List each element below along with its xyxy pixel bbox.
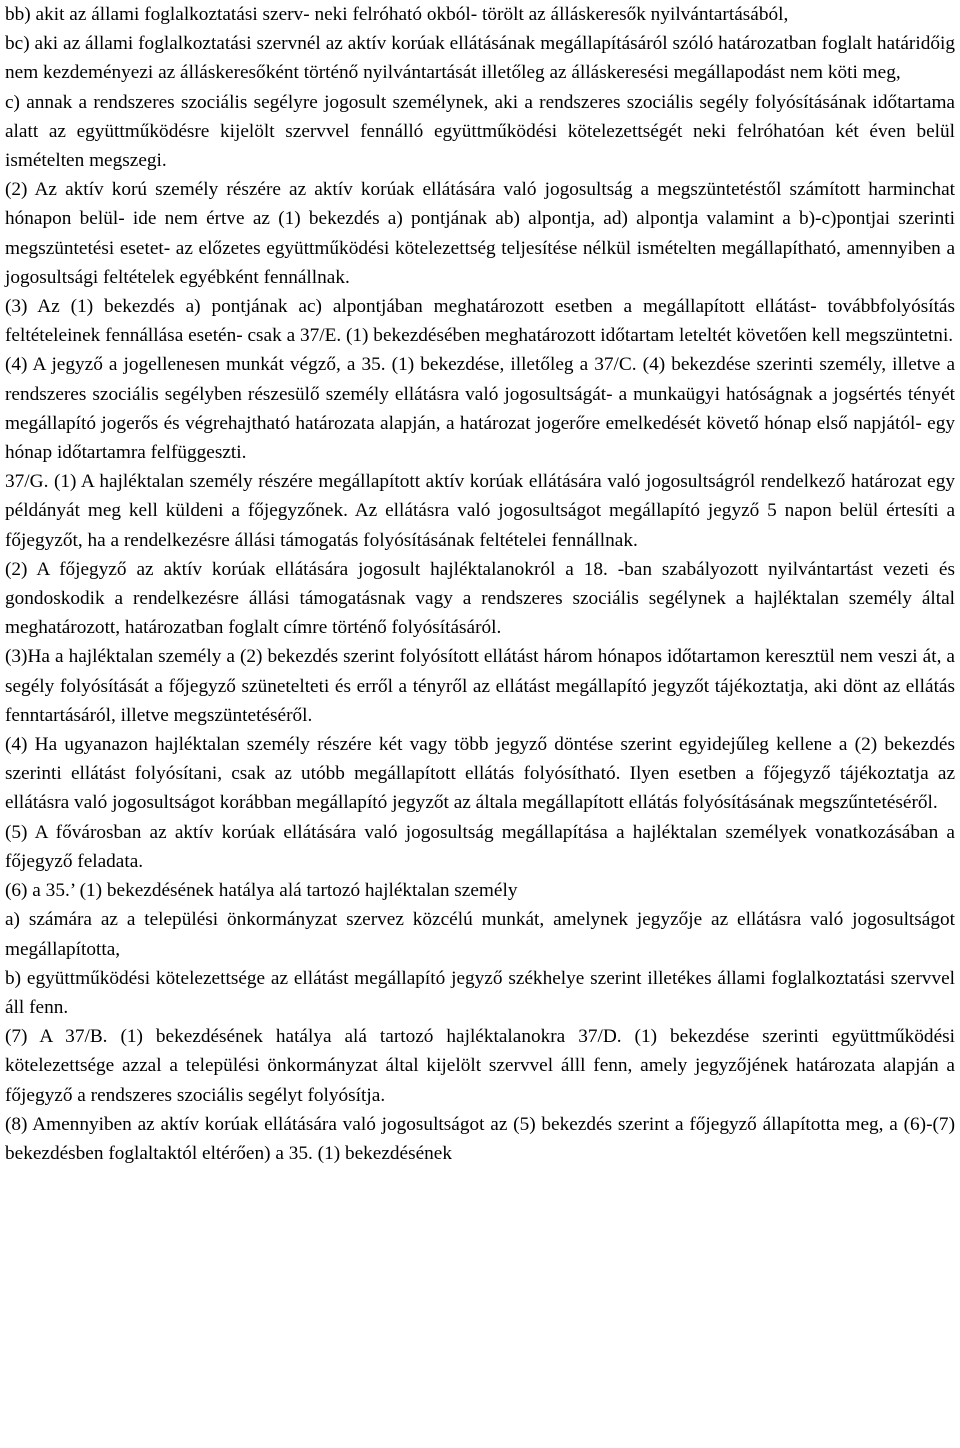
paragraph-37g-3: (3)Ha a hajléktalan személy a (2) bekezdés szerint folyósított ellátást három hónapos időtartamon keresztül nem veszi át, a segély folyósítását a főjegyző szünetelteti és erről a tényről az ellátást megállapító jegyzőt tájékoztatja, aki dönt az ellátás fenntartásáról, illetve megszüntetéséről. xyxy=(5,646,955,726)
paragraph-bb: bb) akit az állami foglalkoztatási szerv- neki felróható okból- törölt az álláskeresők nyilvántartásából, xyxy=(5,4,789,25)
paragraph-37g-6: (6) a 35.’ (1) bekezdésének hatálya alá tartozó hajléktalan személy xyxy=(5,880,518,902)
paragraph-3: (3) Az (1) bekezdés a) pontjának ac) alpontjában meghatározott esetben a megállapított ellátást- továbbfolyósítás feltételeinek fennállása esetén- csak a 37/E. (1) bekezdésében meghatározott időtartam leteltét követően kell megszüntetni. xyxy=(5,296,955,347)
paragraph-37g-8: (8) Amennyiben az aktív korúak ellátására való jogosultságot az (5) bekezdés szerint a főjegyző állapította meg, a (6)-(7) bekezdésben foglaltaktól eltérően) a 35. (1) bekezdésének xyxy=(5,1113,955,1164)
paragraph-37g-1: 37/G. (1) A hajléktalan személy részére megállapított aktív korúak ellátására való jogosultságról rendelkező határozat egy példányát meg kell küldeni a főjegyzőnek. Az ellátásra való jogosultságot megállapító jegyző 5 napon belül értesíti a főjegyzőt, ha a rendelkezésre állási támogatás folyósításának feltételei fennállnak. xyxy=(5,471,955,551)
paragraph-37g-4: (4) Ha ugyanazon hajléktalan személy részére két vagy több jegyző döntése szerint egyidejűleg kellene a (2) bekezdés szerinti ellátást folyósítani, csak az utóbb megállapított ellátás folyósítható. Ilyen esetben a főjegyző tájékoztatja az ellátásra való jogosultságot korábban megállapító jegyzőt az általa megállapított ellátás folyósításának megszűntetéséről. xyxy=(5,734,955,814)
paragraph-37g-6a: a) számára az a települési önkormányzat szervez közcélú munkát, amelynek jegyzője az ellátásra való jogosultságot megállapította, xyxy=(5,909,955,960)
paragraph-4: (4) A jegyző a jogellenesen munkát végző, a 35. (1) bekezdése, illetőleg a 37/C. (4) bekezdése szerinti személy, illetve a rendszeres szociális segélyben részesülő személy ellátásra való jogosultságát- a munkaügyi hatóságnak a jogsértés tényét megállapító jogerős és végrehajtható határozata alapján, a határozat jogerőre emelkedését követő hónap első napjától- egy hónap időtartamra felfüggeszti. xyxy=(5,354,955,464)
paragraph-2: (2) Az aktív korú személy részére az aktív korúak ellátására való jogosultság a megszüntetéstől számított harminchat hónapon belül- ide nem értve az (1) bekezdés a) pontjának ab) alpontja, ad) alpontja valamint a b)-c)pontjai szerinti megszüntetési esetet- az előzetes együttműködési kötelezettség teljesítése nélkül ismételten megállapítható, amennyiben a jogosultsági feltételek egyébként fennállnak. xyxy=(5,179,955,288)
paragraph-37g-7: (7) A 37/B. (1) bekezdésének hatálya alá tartozó hajléktalanokra 37/D. (1) bekezdése szerinti együttműködési kötelezettsége azzal a települési önkormányzat által kijelölt szervvel álll fenn, amely jegyzőjének határozata alapján a főjegyző a rendszeres szociális segélyt folyósítja. xyxy=(5,1026,955,1106)
paragraph-c: c) annak a rendszeres szociális segélyre jogosult személynek, aki a rendszeres szociális segély folyósításának időtartama alatt az együttműködésre kijelölt szervvel fennálló együttműködési kötelezettségét neki felróhatóan két éven belül ismételten megszegi. xyxy=(5,91,955,172)
paragraph-37g-2: (2) A főjegyző az aktív korúak ellátására jogosult hajléktalanokról a 18. -ban szabályozott nyilvántartást vezeti és gondoskodik a rendelkezésre állási támogatásnak vagy a rendszeres szociális segélynek a hajléktalan személy által meghatározott, határozatban foglalt címre történő folyósításáról. xyxy=(5,558,955,639)
paragraph-bc: bc) aki az állami foglalkoztatási szervnél az aktív korúak ellátásának megállapításáról szóló határozatban foglalt határidőig nem kezdeményezi az álláskeresőként történő nyilvántartását illetőleg az álláskeresési megállapodást nem köti meg, xyxy=(5,33,955,84)
paragraph-37g-6b: b) együttműködési kötelezettsége az ellátást megállapító jegyző székhelye szerint illetékes állami foglalkoztatási szervvel áll fenn. xyxy=(5,967,955,1018)
paragraph-37g-5: (5) A fővárosban az aktív korúak ellátására való jogosultság megállapítása a hajléktalan személyek vonatkozásában a főjegyző feladata. xyxy=(5,821,955,872)
document-page xyxy=(5,0,955,1168)
